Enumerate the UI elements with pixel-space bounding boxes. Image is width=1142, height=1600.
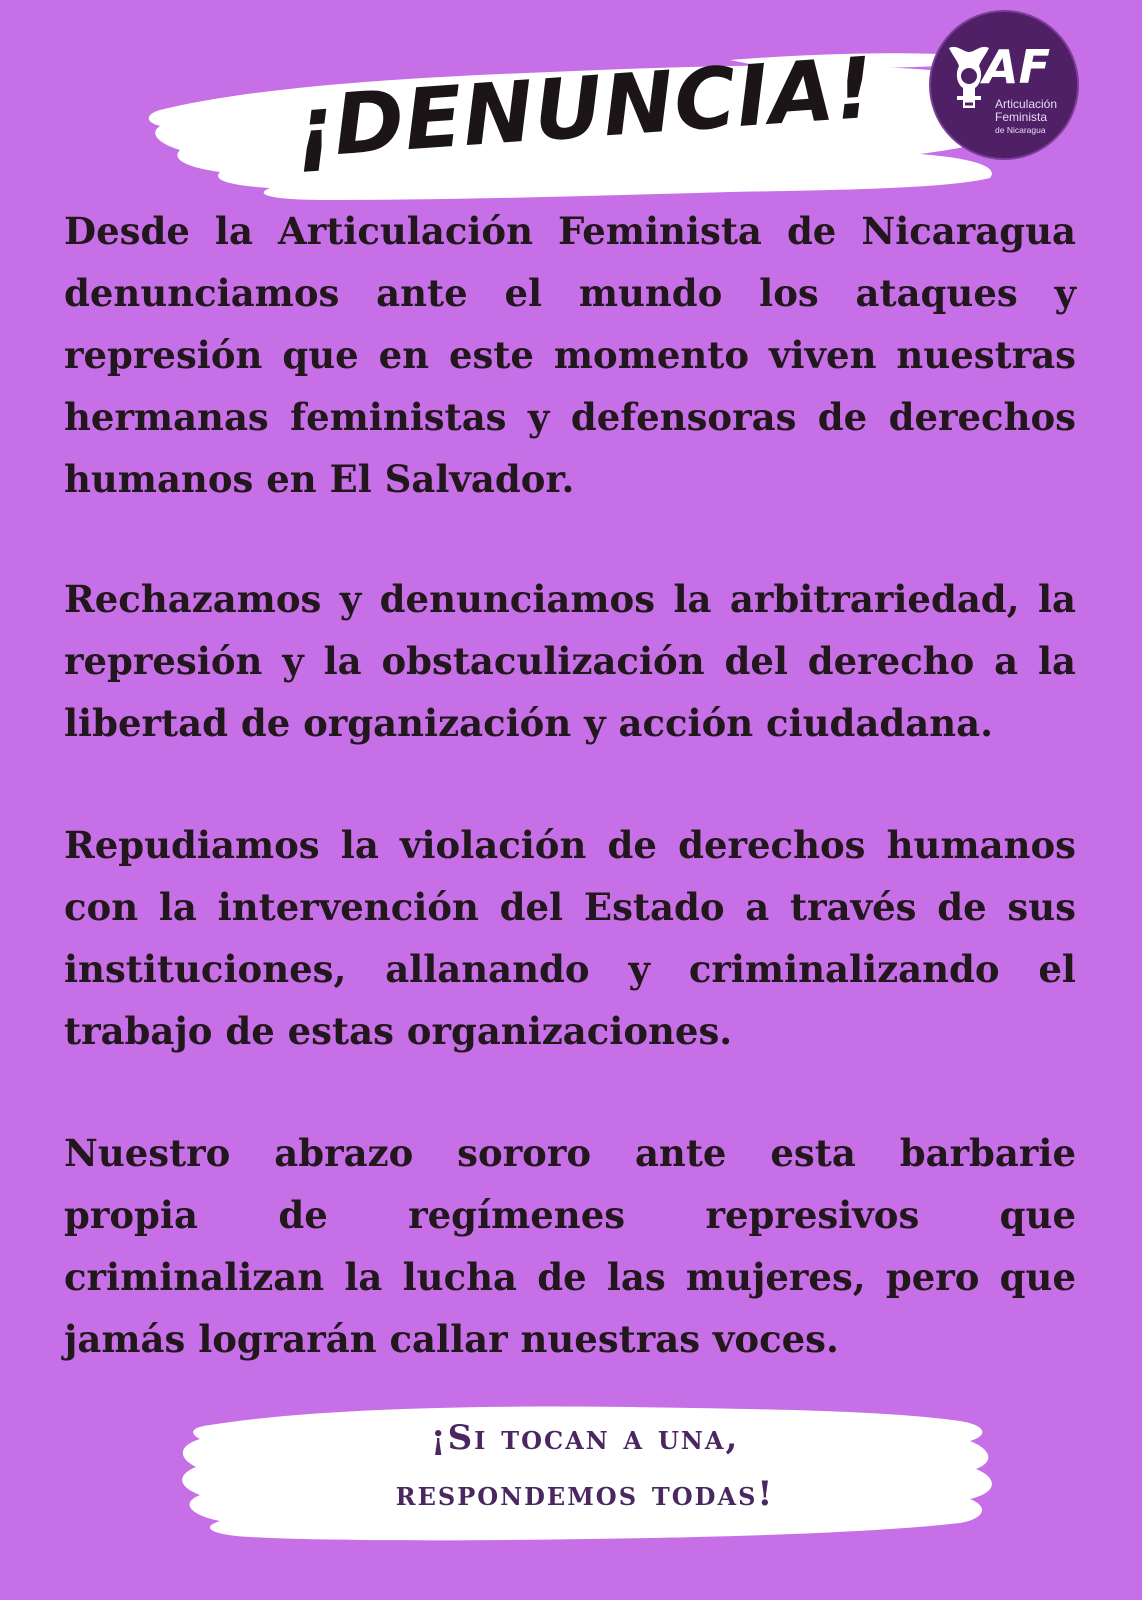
paragraph-line: instituciones, allanando y criminalizando el bbox=[64, 947, 1076, 991]
logo-caption bbox=[995, 98, 1075, 137]
paragraph-line: propia de regímenes represivos que bbox=[64, 1193, 1076, 1237]
organization-logo bbox=[929, 10, 1079, 160]
paragraph-line: libertad de organización y acción ciudadana. bbox=[64, 701, 993, 745]
paragraph-line: criminalizan la lucha de las mujeres, pero que bbox=[64, 1255, 1076, 1299]
paragraph-line: hermanas feministas y defensoras de derechos bbox=[64, 395, 1076, 439]
paragraph-1 bbox=[64, 200, 1076, 510]
paragraph-line: Repudiamos la violación de derechos humanos bbox=[64, 823, 1076, 867]
paragraph-line: Nuestro abrazo sororo ante esta barbarie bbox=[64, 1131, 1076, 1175]
logo-line-3: de Nicaragua bbox=[995, 125, 1046, 135]
page-title: ¡DENUNCIA! bbox=[291, 38, 878, 177]
paragraph-4 bbox=[64, 1122, 1076, 1370]
paragraph-line: trabajo de estas organizaciones. bbox=[64, 1009, 733, 1053]
slogan-line-1: ¡Si tocan a una, bbox=[430, 1418, 740, 1458]
paragraph-line: represión que en este momento viven nuestras bbox=[64, 333, 1076, 377]
paragraph-3 bbox=[64, 814, 1076, 1062]
paragraph-2 bbox=[64, 568, 1076, 754]
footer-slogan bbox=[190, 1410, 980, 1522]
paragraph-line: con la intervención del Estado a través de sus bbox=[64, 885, 1076, 929]
logo-line-1: Articulación bbox=[995, 97, 1058, 111]
slogan-line-2: respondemos todas! bbox=[395, 1474, 775, 1514]
logo-af-mark: AF bbox=[983, 40, 1051, 94]
paragraph-line: jamás lograrán callar nuestras voces. bbox=[64, 1317, 839, 1361]
paragraph-line: denunciamos ante el mundo los ataques y bbox=[64, 271, 1076, 315]
paragraph-line: represión y la obstaculización del derecho a la bbox=[64, 639, 1076, 683]
paragraph-line: humanos en El Salvador. bbox=[64, 457, 575, 501]
paragraph-line: Desde la Articulación Feminista de Nicaragua bbox=[64, 209, 1076, 253]
paragraph-line: Rechazamos y denunciamos la arbitrariedad, la bbox=[64, 577, 1076, 621]
logo-line-2: Feminista bbox=[995, 110, 1048, 124]
